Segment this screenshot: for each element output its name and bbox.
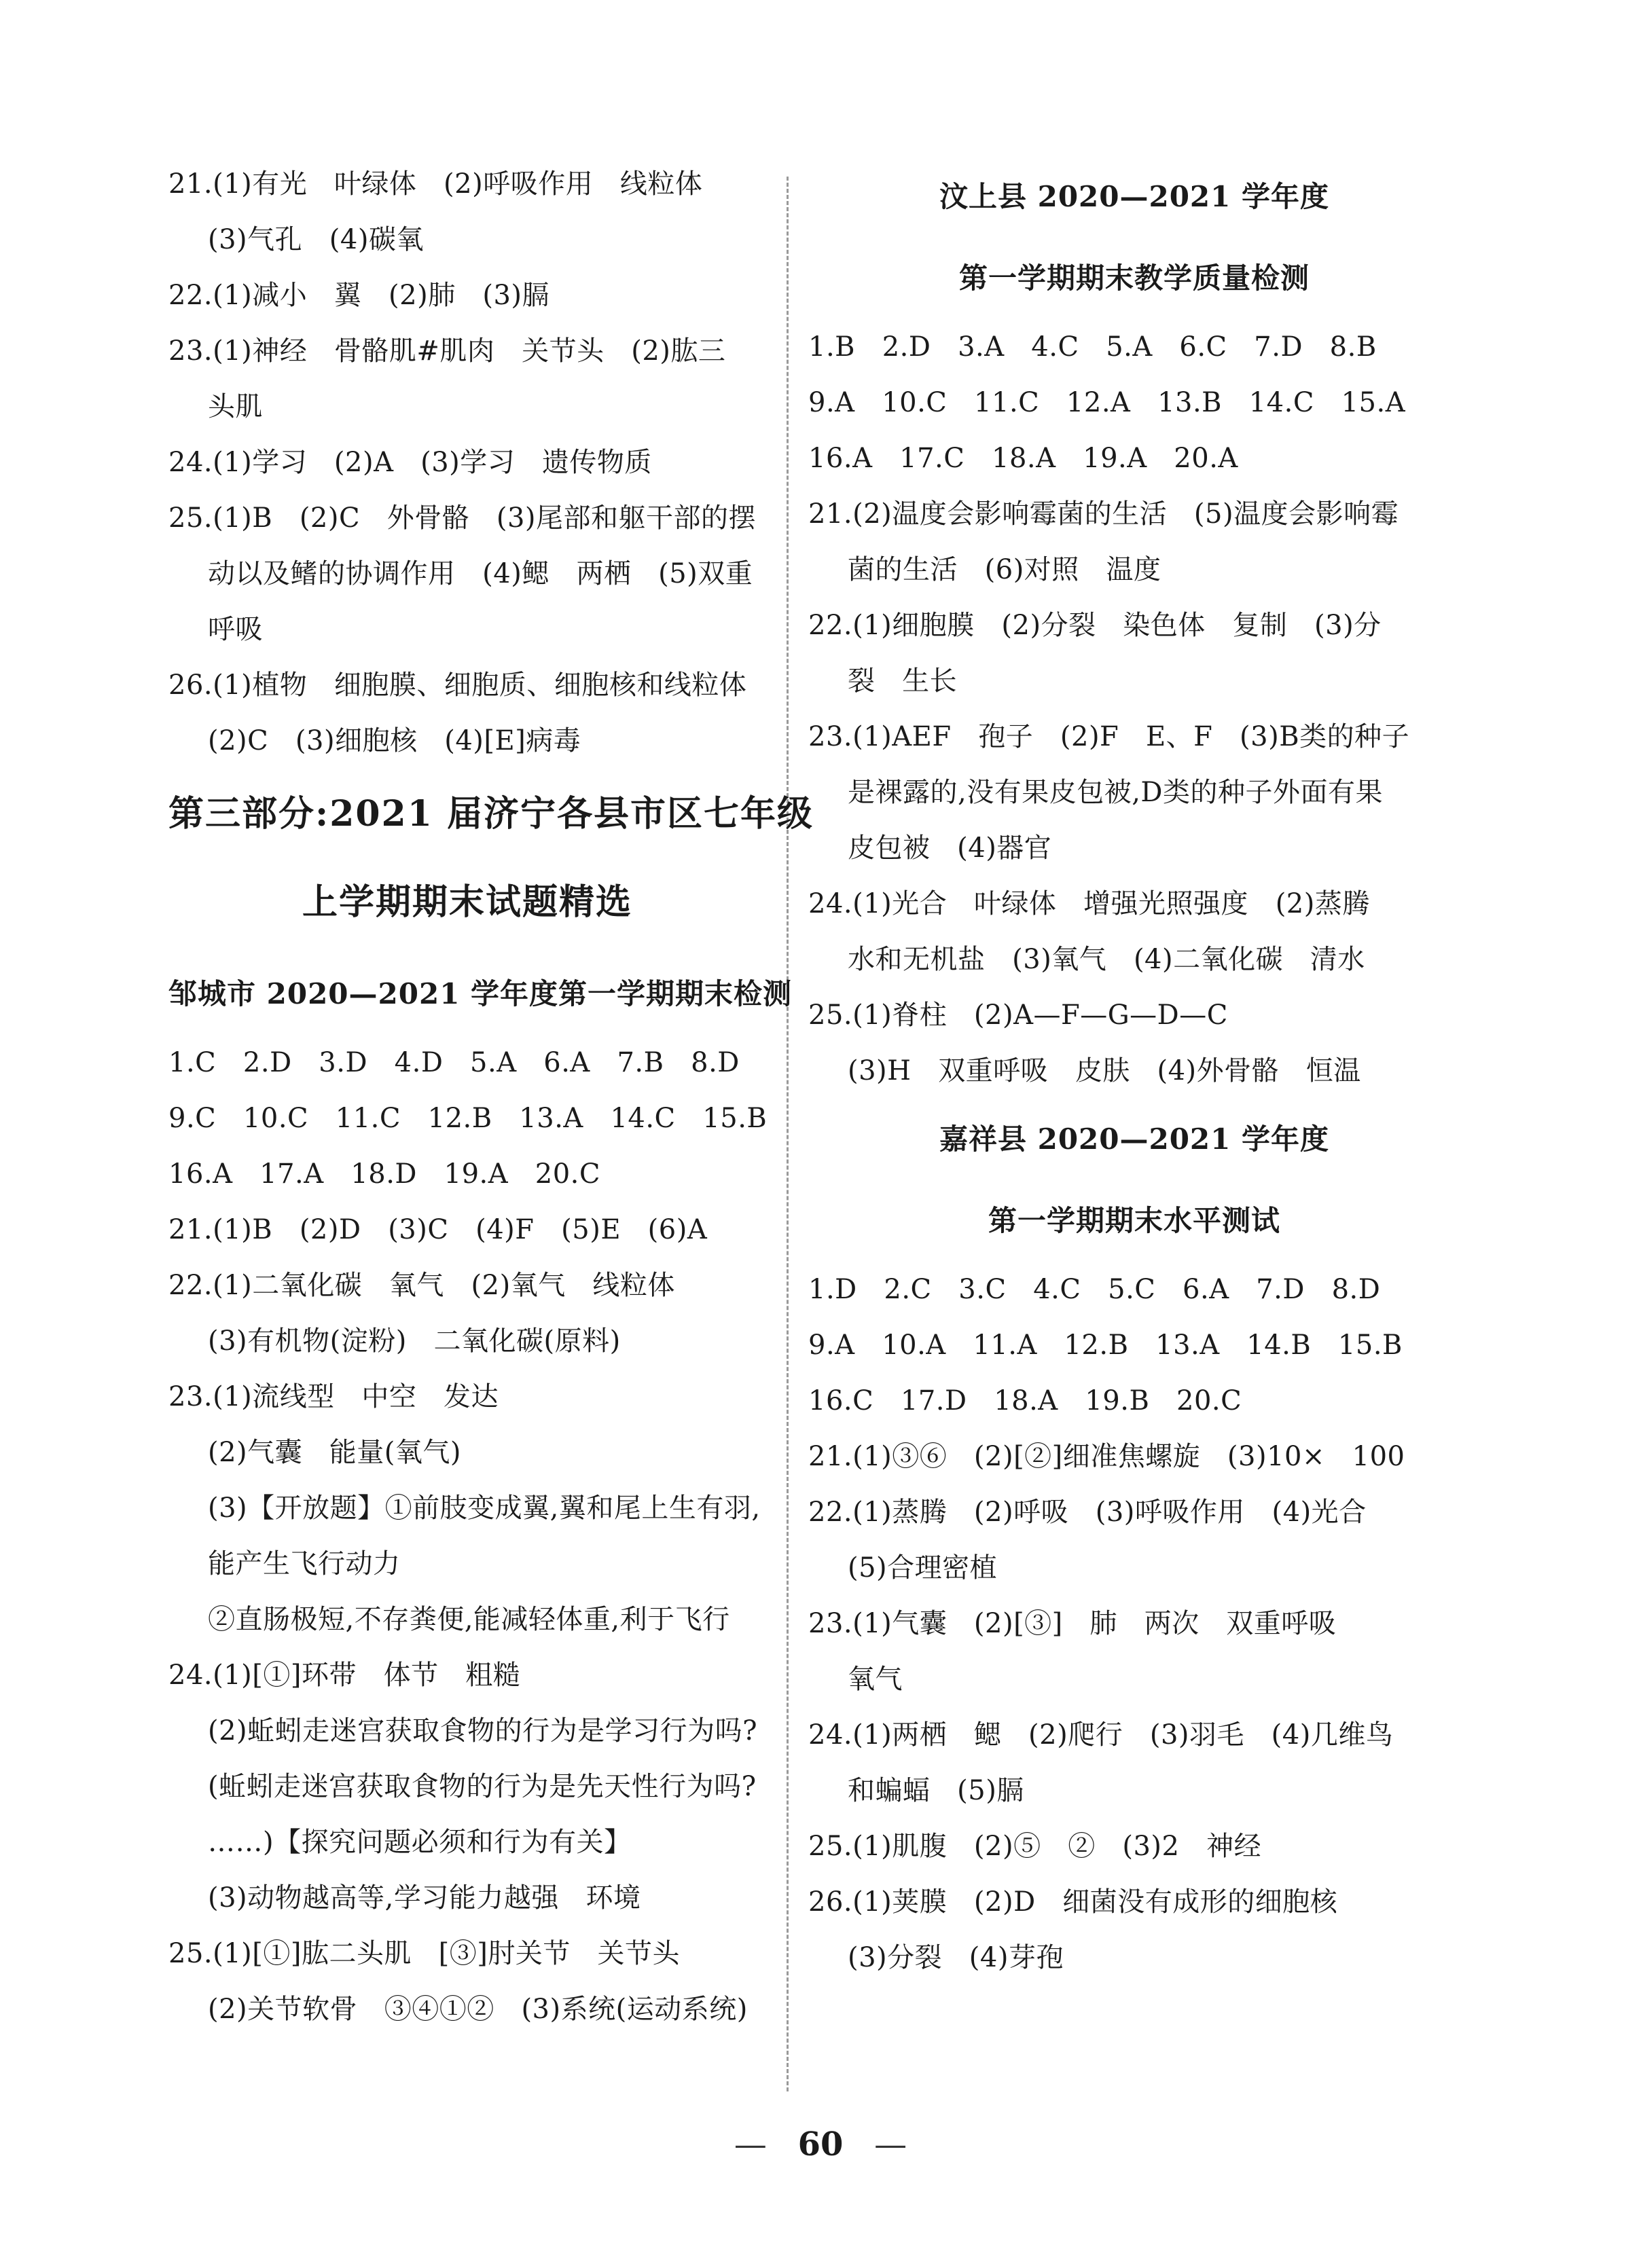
- page-number: [0, 2125, 1641, 2163]
- column-divider: [787, 177, 789, 2091]
- section-heading-jiaxiang: 嘉祥县 2020—2021 学年度: [939, 1122, 1330, 1156]
- answer-line: 9.C 10.C 11.C 12.B 13.A 14.C 15.B: [168, 1103, 768, 1134]
- answer-line: 9.A 10.A 11.A 12.B 13.A 14.B 15.B: [808, 1330, 1403, 1361]
- answer-line: 25.(1)肌腹 (2)⑤ ② (3)2 神经: [808, 1831, 1262, 1862]
- answer-line: 16.A 17.C 18.A 19.A 20.A: [808, 443, 1238, 474]
- answer-line: 能产生飞行动力: [208, 1548, 401, 1579]
- answer-line: (3)气孔 (4)碳氧: [208, 224, 424, 255]
- answer-line: 26.(1)荚膜 (2)D 细菌没有成形的细胞核: [808, 1886, 1338, 1918]
- left-column: [168, 156, 814, 2037]
- answer-line: 24.(1)学习 (2)A (3)学习 遗传物质: [168, 447, 652, 478]
- answer-line: 21.(1)③⑥ (2)[②]细准焦螺旋 (3)10× 100: [808, 1441, 1405, 1472]
- answer-line: (2)蚯蚓走迷宫获取食物的行为是学习行为吗?: [208, 1715, 758, 1746]
- answer-line: 23.(1)流线型 中空 发达: [168, 1381, 499, 1412]
- answer-line: 21.(1)有光 叶绿体 (2)呼吸作用 线粒体: [168, 168, 703, 200]
- answer-line: (3)分裂 (4)芽孢: [848, 1942, 1064, 1973]
- answer-line: 23.(1)AEF 孢子 (2)F E、F (3)B类的种子: [808, 721, 1410, 752]
- page-number-value: 60: [797, 2125, 844, 2163]
- page-number-dash-left: —: [734, 2125, 798, 2163]
- answer-line: 动以及鳍的协调作用 (4)鳃 两栖 (5)双重: [208, 558, 753, 589]
- answer-line: 24.(1)[①]环带 体节 粗糙: [168, 1660, 521, 1691]
- answer-line: 24.(1)光合 叶绿体 增强光照强度 (2)蒸腾: [808, 888, 1370, 919]
- answer-line: 头肌: [208, 391, 263, 422]
- answer-line: 25.(1)B (2)C 外骨骼 (3)尾部和躯干部的摆: [168, 502, 757, 534]
- section-subheading-jiaxiang: 第一学期期末水平测试: [988, 1204, 1280, 1237]
- answer-line: ②直肠极短,不存粪便,能减轻体重,利于飞行: [208, 1604, 730, 1635]
- answer-line: 氧气: [848, 1664, 903, 1695]
- answer-line: 16.A 17.A 18.D 19.A 20.C: [168, 1158, 600, 1190]
- answer-line: 16.C 17.D 18.A 19.B 20.C: [808, 1385, 1242, 1416]
- answer-line: 水和无机盐 (3)氧气 (4)二氧化碳 清水: [848, 944, 1365, 975]
- answer-line: 皮包被 (4)器官: [848, 833, 1052, 864]
- answer-line: (蚯蚓走迷宫获取食物的行为是先天性行为吗?: [208, 1771, 757, 1802]
- section-subheading-wenshang: 第一学期期末教学质量检测: [958, 261, 1310, 295]
- answer-line: 呼吸: [208, 614, 263, 645]
- part-title: 第三部分:2021 届济宁各县市区七年级: [168, 793, 814, 835]
- section-heading-zoucheng: 邹城市 2020—2021 学年度第一学期期末检测: [168, 977, 793, 1010]
- answer-line: 21.(1)B (2)D (3)C (4)F (5)E (6)A: [168, 1214, 708, 1245]
- answer-line: 23.(1)神经 骨骼肌#肌肉 关节头 (2)肱三: [168, 335, 726, 367]
- answer-line: 21.(2)温度会影响霉菌的生活 (5)温度会影响霉: [808, 498, 1399, 530]
- answer-line: (3)动物越高等,学习能力越强 环境: [208, 1882, 641, 1914]
- answer-line: 1.D 2.C 3.C 4.C 5.C 6.A 7.D 8.D: [808, 1274, 1381, 1305]
- answer-line: 22.(1)细胞膜 (2)分裂 染色体 复制 (3)分: [808, 610, 1382, 641]
- answer-line: 23.(1)气囊 (2)[③] 肺 两次 双重呼吸: [808, 1608, 1337, 1639]
- answer-line: 1.C 2.D 3.D 4.D 5.A 6.A 7.B 8.D: [168, 1047, 740, 1078]
- answer-line: (2)C (3)细胞核 (4)[E]病毒: [208, 725, 581, 756]
- part-subtitle: 上学期期末试题精选: [302, 881, 632, 923]
- answer-line: 1.B 2.D 3.A 4.C 5.A 6.C 7.D 8.B: [808, 331, 1377, 363]
- answer-line: (3)【开放题】①前肢变成翼,翼和尾上生有羽,: [208, 1493, 761, 1524]
- answer-line: 是裸露的,没有果皮包被,D类的种子外面有果: [848, 777, 1383, 808]
- answer-line: (3)H 双重呼吸 皮肤 (4)外骨骼 恒温: [848, 1055, 1361, 1086]
- right-column: [808, 156, 1460, 1986]
- page-number-dash-right: —: [843, 2125, 907, 2163]
- answer-line: 25.(1)脊柱 (2)A—F—G—D—C: [808, 1000, 1228, 1031]
- answer-line: 和蝙蝠 (5)膈: [848, 1775, 1024, 1806]
- answer-line: 26.(1)植物 细胞膜、细胞质、细胞核和线粒体: [168, 670, 747, 701]
- answer-line: 24.(1)两栖 鳃 (2)爬行 (3)羽毛 (4)几维鸟: [808, 1719, 1394, 1751]
- answer-line: 9.A 10.C 11.C 12.A 13.B 14.C 15.A: [808, 387, 1406, 418]
- answer-line: ……)【探究问题必须和行为有关】: [208, 1827, 632, 1858]
- answer-line: (3)有机物(淀粉) 二氧化碳(原料): [208, 1325, 621, 1357]
- answer-line: 22.(1)减小 翼 (2)肺 (3)膈: [168, 280, 550, 311]
- answer-line: 裂 生长: [848, 665, 958, 697]
- answer-line: 22.(1)蒸腾 (2)呼吸 (3)呼吸作用 (4)光合: [808, 1497, 1367, 1528]
- answer-line: 22.(1)二氧化碳 氧气 (2)氧气 线粒体: [168, 1270, 675, 1301]
- answer-line: 菌的生活 (6)对照 温度: [848, 554, 1161, 585]
- answer-line: (2)关节软骨 ③④①② (3)系统(运动系统): [208, 1994, 748, 2025]
- answer-line: 25.(1)[①]肱二头肌 [③]肘关节 关节头: [168, 1938, 680, 1969]
- section-heading-wenshang: 汶上县 2020—2021 学年度: [939, 180, 1330, 213]
- answer-line: (5)合理密植: [848, 1552, 998, 1584]
- answer-line: (2)气囊 能量(氧气): [208, 1437, 462, 1468]
